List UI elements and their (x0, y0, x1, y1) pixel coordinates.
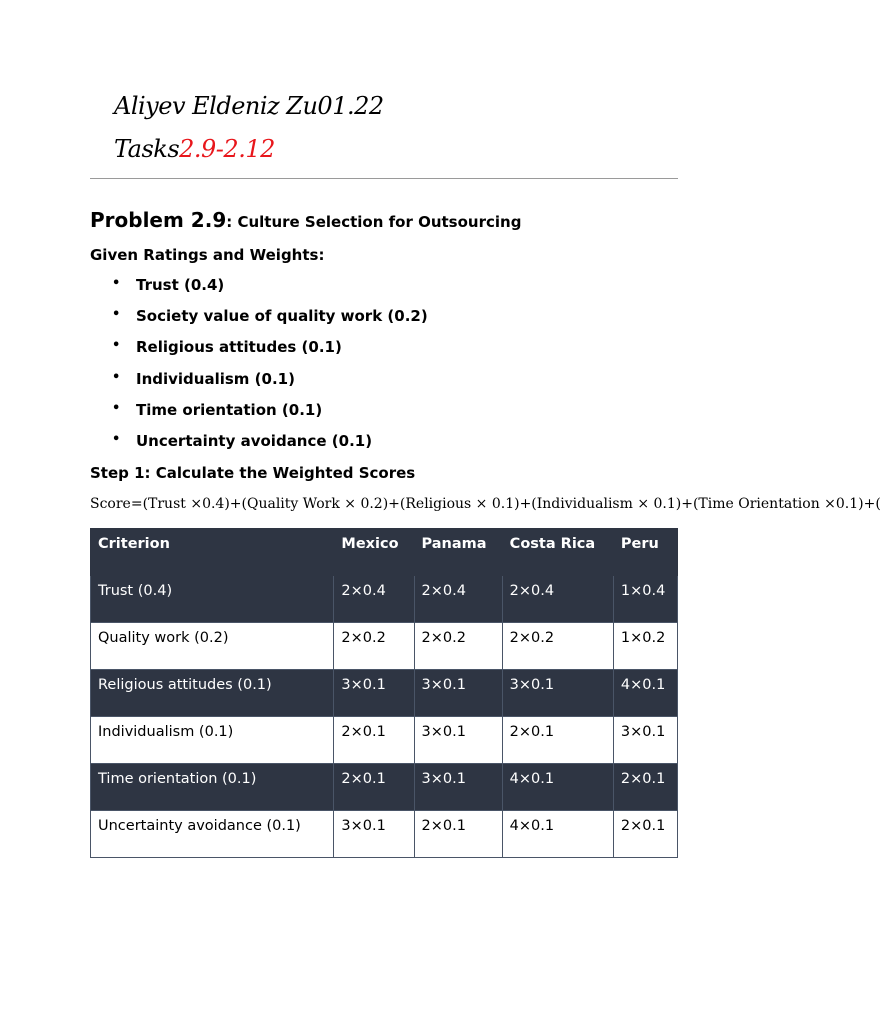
criterion-text: Uncertainty avoidance (0.1) (136, 431, 373, 450)
list-item (90, 401, 428, 432)
table-row (91, 811, 678, 858)
table-cell: 3×0.1 (334, 811, 414, 858)
table-cell: 3×0.1 (414, 764, 502, 811)
column-header: Mexico (334, 529, 414, 576)
bullet-icon: • (112, 276, 121, 291)
horizontal-divider (90, 178, 678, 179)
table-cell: Individualism (0.1) (91, 717, 334, 764)
table-cell: 4×0.1 (613, 670, 677, 717)
bullet-icon: • (112, 338, 121, 354)
tasks-range: 2.9-2.12 (179, 135, 275, 163)
table-cell: 2×0.2 (334, 623, 414, 670)
table-cell: Trust (0.4) (91, 576, 334, 623)
score-formula (90, 496, 881, 512)
table-cell: 2×0.2 (502, 623, 613, 670)
criterion-text: Society value of quality work (0.2) (136, 307, 428, 326)
list-item (90, 432, 428, 463)
table-cell: Time orientation (0.1) (91, 764, 334, 811)
table-cell: 1×0.4 (613, 576, 677, 623)
table-row (91, 623, 678, 670)
problem-heading (90, 208, 521, 232)
criterion-text: Trust (0.4) (136, 276, 225, 294)
step-heading: Step 1: Calculate the Weighted Scores (90, 464, 416, 482)
table-cell: 3×0.1 (334, 670, 414, 717)
table-cell: 4×0.1 (502, 811, 613, 858)
criterion-text: Religious attitudes (0.1) (136, 338, 342, 357)
author-line: Aliyev Eldeniz Zu01.22 (114, 92, 384, 120)
criterion-text: Time orientation (0.1) (136, 400, 323, 419)
tasks-line (114, 135, 275, 163)
table-cell: 2×0.1 (334, 717, 414, 764)
bullet-icon: • (112, 369, 121, 385)
table-header-row (91, 529, 678, 576)
list-item (90, 307, 428, 338)
bullet-icon: • (112, 400, 121, 416)
table-cell: 2×0.1 (414, 811, 502, 858)
table-cell: 2×0.1 (613, 764, 677, 811)
table-cell: 2×0.2 (414, 623, 502, 670)
column-header: Panama (414, 529, 502, 576)
given-heading: Given Ratings and Weights: (90, 246, 325, 264)
table-cell: Religious attitudes (0.1) (91, 670, 334, 717)
criterion-text: Individualism (0.1) (136, 369, 295, 388)
table-cell: 3×0.1 (613, 717, 677, 764)
table-cell: 2×0.1 (613, 811, 677, 858)
column-header: Criterion (91, 529, 334, 576)
criteria-list (90, 276, 428, 463)
table-cell: 2×0.1 (334, 764, 414, 811)
formula-text: Score=(Trust ×0.4)+(Quality Work × 0.2)+(Religious × 0.1)+(Individualism × 0.1)+(Time Orientation ×0.1)+( (90, 496, 881, 512)
table-cell: 3×0.1 (414, 670, 502, 717)
column-header: Costa Rica (502, 529, 613, 576)
list-item (90, 338, 428, 369)
table-row (91, 764, 678, 811)
table-cell: 2×0.4 (502, 576, 613, 623)
table-cell: 4×0.1 (502, 764, 613, 811)
scores-table (90, 528, 678, 858)
table-cell: Uncertainty avoidance (0.1) (91, 811, 334, 858)
bullet-icon: • (112, 307, 121, 323)
list-item (90, 370, 428, 401)
table-cell: 3×0.1 (502, 670, 613, 717)
table-row (91, 576, 678, 623)
list-item (90, 276, 428, 307)
tasks-prefix: Tasks (114, 135, 180, 163)
problem-title: : Culture Selection for Outsourcing (226, 213, 522, 231)
column-header: Peru (613, 529, 677, 576)
table-row (91, 717, 678, 764)
table-row (91, 670, 678, 717)
table-cell: 2×0.4 (414, 576, 502, 623)
bullet-icon: • (112, 431, 121, 447)
table-cell: 2×0.4 (334, 576, 414, 623)
table-cell: 3×0.1 (414, 717, 502, 764)
table-cell: 2×0.1 (502, 717, 613, 764)
table-cell: 1×0.2 (613, 623, 677, 670)
table-cell: Quality work (0.2) (91, 623, 334, 670)
problem-number: Problem 2.9 (90, 208, 227, 232)
